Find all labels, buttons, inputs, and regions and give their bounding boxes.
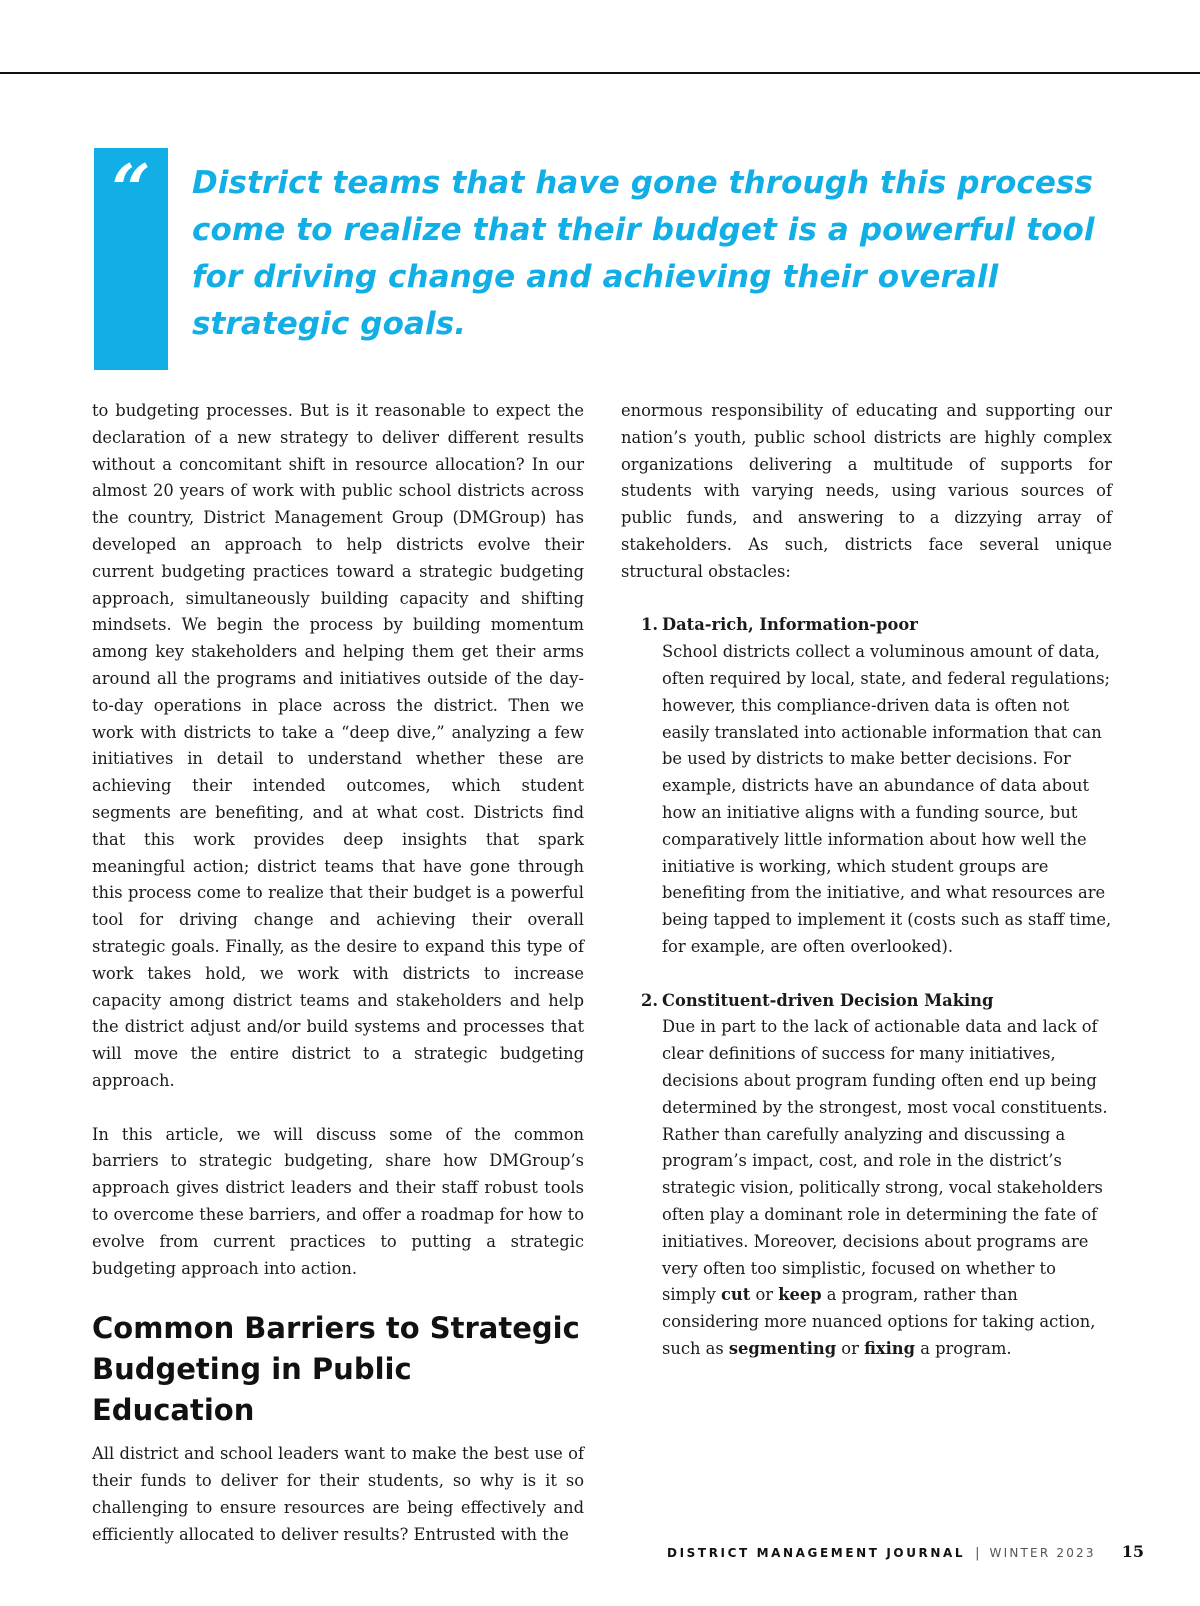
- page-footer: [667, 1542, 1144, 1566]
- body-text: a program, rather than considering more nuanced options for taking action, such as: [662, 1285, 1096, 1358]
- list-item-body: [662, 1014, 1112, 1362]
- bold-term-segmenting: segmenting: [728, 1338, 837, 1358]
- header-rule: [0, 72, 1200, 74]
- bold-term-cut: cut: [721, 1285, 751, 1305]
- list-item-body: School districts collect a voluminous amount of data, often required by local, state, and federal regulations; however, this compliance-driven data is often not easily translated into actionable information that can be used by districts to make better decisions. For example, districts have an abundance of data about how an initiative aligns with a funding source, but comparatively little information about how well the initiative is working, which student groups are benefiting from the initiative, and what resources are being tapped to implement it (costs such as staff time, for example, are often overlooked).: [662, 642, 1112, 956]
- pull-quote-text: District teams that have gone through this process come to realize that their budget is a powerful tool for driving change and achieving their overall strategic goals.: [192, 165, 1095, 342]
- left-column: [92, 398, 584, 1548]
- body-text: Due in part to the lack of actionable data and lack of clear definitions of success for many initiatives, decisions about program funding often end up being determined by the strongest, most vocal constituents. Rather than carefully analyzing and discussing a program’s impact, cost, and role in the district’s strategic vision, politically strong, vocal stakeholders often play a dominant role in determining the fate of initiatives. Moreover, decisions about programs are very often too simplistic, focused on whether to simply: [662, 1017, 1108, 1305]
- body-text: a program.: [915, 1338, 1012, 1358]
- list-item: [621, 988, 1112, 1363]
- right-column: [621, 398, 1112, 1389]
- list-item-title: Data-rich, Information-poor: [662, 615, 918, 635]
- section-heading: Common Barriers to Strategic Budgeting in Public Education: [92, 1311, 580, 1428]
- footer-separator: |: [975, 1546, 980, 1561]
- list-item-number: 2.: [641, 990, 658, 1010]
- body-paragraph: to budgeting processes. But is it reasonable to expect the declaration of a new strategy to deliver different results without a concomitant shift in resource allocation? In our almost 20 years of work with public school districts across the country, District Management Group (DMGroup) has developed an approach to help districts evolve their current budgeting practices toward a strategic budgeting approach, simultaneously building capacity and shifting mindsets. We begin the process by building momentum among key stakeholders and helping them get their arms around all the programs and initiatives outside of the day-to-day operations in place across the district. Then we work with districts to take a “deep dive,” analyzing a few initiatives in detail to understand whether these are achieving their intended outcomes, which student segments are benefiting, and at what cost. Districts find that this work provides deep insights that spark meaningful action; district teams that have gone through this process come to realize that their budget is a powerful tool for driving change and achieving their overall strategic goals. Finally, as the desire to expand this type of work takes hold, we work with districts to increase capacity among district teams and stakeholders and help the district adjust and/or build systems and processes that will move the entire district to a strategic budgeting approach.: [92, 401, 584, 1090]
- list-item-title: Constituent-driven Decision Making: [662, 990, 994, 1010]
- body-text: or: [750, 1285, 779, 1305]
- barriers-list: [621, 612, 1112, 1362]
- journal-title: DISTRICT MANAGEMENT JOURNAL: [667, 1546, 966, 1560]
- list-item: [621, 612, 1112, 960]
- list-item-number: 1.: [641, 615, 658, 635]
- page-number: 15: [1121, 1542, 1144, 1561]
- body-paragraph: enormous responsibility of educating and supporting our nation’s youth, public school districts are highly complex organizations delivering a multitude of supports for students with varying needs, using various sources of public funds, and answering to a dizzying array of stakeholders. As such, districts face several unique structural obstacles:: [621, 401, 1112, 581]
- bold-term-keep: keep: [778, 1285, 822, 1305]
- pull-quote: [94, 148, 1094, 370]
- body-paragraph: All district and school leaders want to make the best use of their funds to deliver for their students, so why is it so challenging to ensure resources are being effectively and efficiently allocated to deliver results? Entrusted with the: [92, 1444, 584, 1544]
- pull-quote-accent-bar: [94, 148, 168, 370]
- body-text: or: [836, 1338, 865, 1358]
- body-paragraph: In this article, we will discuss some of the common barriers to strategic budgeting, share how DMGroup’s approach gives district leaders and their staff robust tools to overcome these barriers, and offer a roadmap for how to evolve from current practices to putting a strategic budgeting approach into action.: [92, 1124, 584, 1278]
- quote-mark-icon: “: [111, 150, 151, 230]
- issue-label: WINTER 2023: [989, 1546, 1096, 1560]
- bold-term-fixing: fixing: [864, 1338, 916, 1358]
